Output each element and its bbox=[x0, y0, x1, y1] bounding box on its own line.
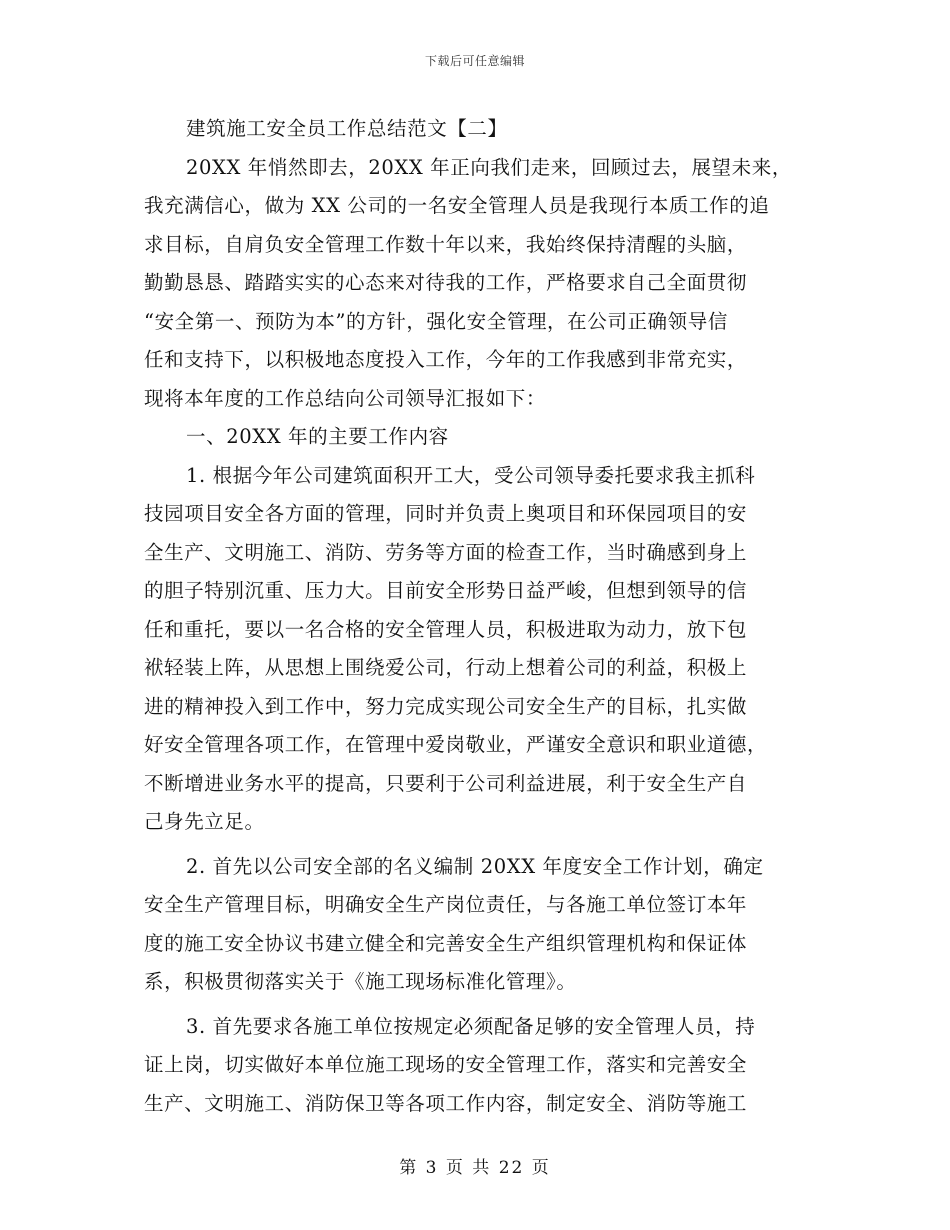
paragraph-line: 袱轻装上阵，从思想上围绕爱公司，行动上想着公司的利益，积极上 bbox=[144, 656, 748, 679]
paragraph-line: 安全生产管理目标，明确安全生产岗位责任，与各施工单位签订本年 bbox=[144, 893, 748, 916]
page-header-note: 下载后可任意编辑 bbox=[424, 54, 525, 68]
paragraph-line: 任和重托，要以一名合格的安全管理人员，积极进取为动力，放下包 bbox=[144, 617, 748, 641]
paragraph-line: 全生产、文明施工、消防、劳务等方面的检查工作，当时确感到身上 bbox=[144, 540, 748, 564]
paragraph-line: 己身先立足。 bbox=[144, 810, 265, 833]
paragraph-line: 证上岗，切实做好本单位施工现场的安全管理工作，落实和完善安全 bbox=[144, 1053, 748, 1076]
paragraph-line: 技园项目安全各方面的管理，同时并负责上奥项目和环保园项目的安 bbox=[144, 502, 748, 525]
paragraph-line: 系，积极贯彻落实关于《施工现场标准化管理》。 bbox=[144, 970, 577, 993]
paragraph-line: 现将本年度的工作总结向公司领导汇报如下： bbox=[144, 386, 547, 410]
paragraph-line: 的胆子特别沉重、压力大。目前安全形势日益严峻，但想到领导的信 bbox=[144, 579, 748, 602]
paragraph-line: 求目标，自肩负安全管理工作数十年以来，我始终保持清醒的头脑， bbox=[144, 232, 748, 256]
document-body bbox=[144, 110, 808, 1123]
section-heading: 一、20XX 年的主要工作内容 bbox=[186, 425, 449, 448]
paragraph-line: 不断增进业务水平的提高，只要利于公司利益进展，利于安全生产自 bbox=[144, 771, 748, 795]
paragraph-line: 3. 首先要求各施工单位按规定必须配备足够的安全管理人员，持 bbox=[186, 1014, 756, 1038]
paragraph-line: 1. 根据今年公司建筑面积开工大，受公司领导委托要求我主抓科 bbox=[186, 463, 756, 487]
page-number-footer: 第 3 页 共 22 页 bbox=[399, 1158, 551, 1178]
paragraph-line: 勤勤恳恳、踏踏实实的心态来对待我的工作，严格要求自己全面贯彻 bbox=[144, 271, 748, 294]
paragraph-line: 20XX 年悄然即去，20XX 年正向我们走来，回顾过去，展望未来， bbox=[186, 155, 792, 179]
paragraph-line: 任和支持下，以积极地态度投入工作，今年的工作我感到非常充实， bbox=[144, 348, 748, 371]
paragraph-line: 进的精神投入到工作中，努力完成实现公司安全生产的目标，扎实做 bbox=[144, 694, 748, 718]
paragraph-line: 生产、文明施工、消防保卫等各项工作内容，制定安全、消防等施工 bbox=[144, 1091, 748, 1115]
paragraph-line: 2. 首先以公司安全部的名义编制 20XX 年度安全工作计划，确定 bbox=[186, 854, 764, 878]
paragraph-line: 我充满信心，做为 XX 公司的一名安全管理人员是我现行本质工作的追 bbox=[144, 194, 770, 217]
paragraph-line: “安全第一、预防为本”的方针，强化安全管理，在公司正确领导信 bbox=[144, 309, 728, 333]
paragraph-line: 度的施工安全协议书建立健全和完善安全生产组织管理机构和保证体 bbox=[144, 931, 748, 955]
paragraph-line: 好安全管理各项工作，在管理中爱岗敬业，严谨安全意识和职业道德， bbox=[144, 733, 768, 756]
document-title: 建筑施工安全员工作总结范文【二】 bbox=[186, 117, 508, 140]
